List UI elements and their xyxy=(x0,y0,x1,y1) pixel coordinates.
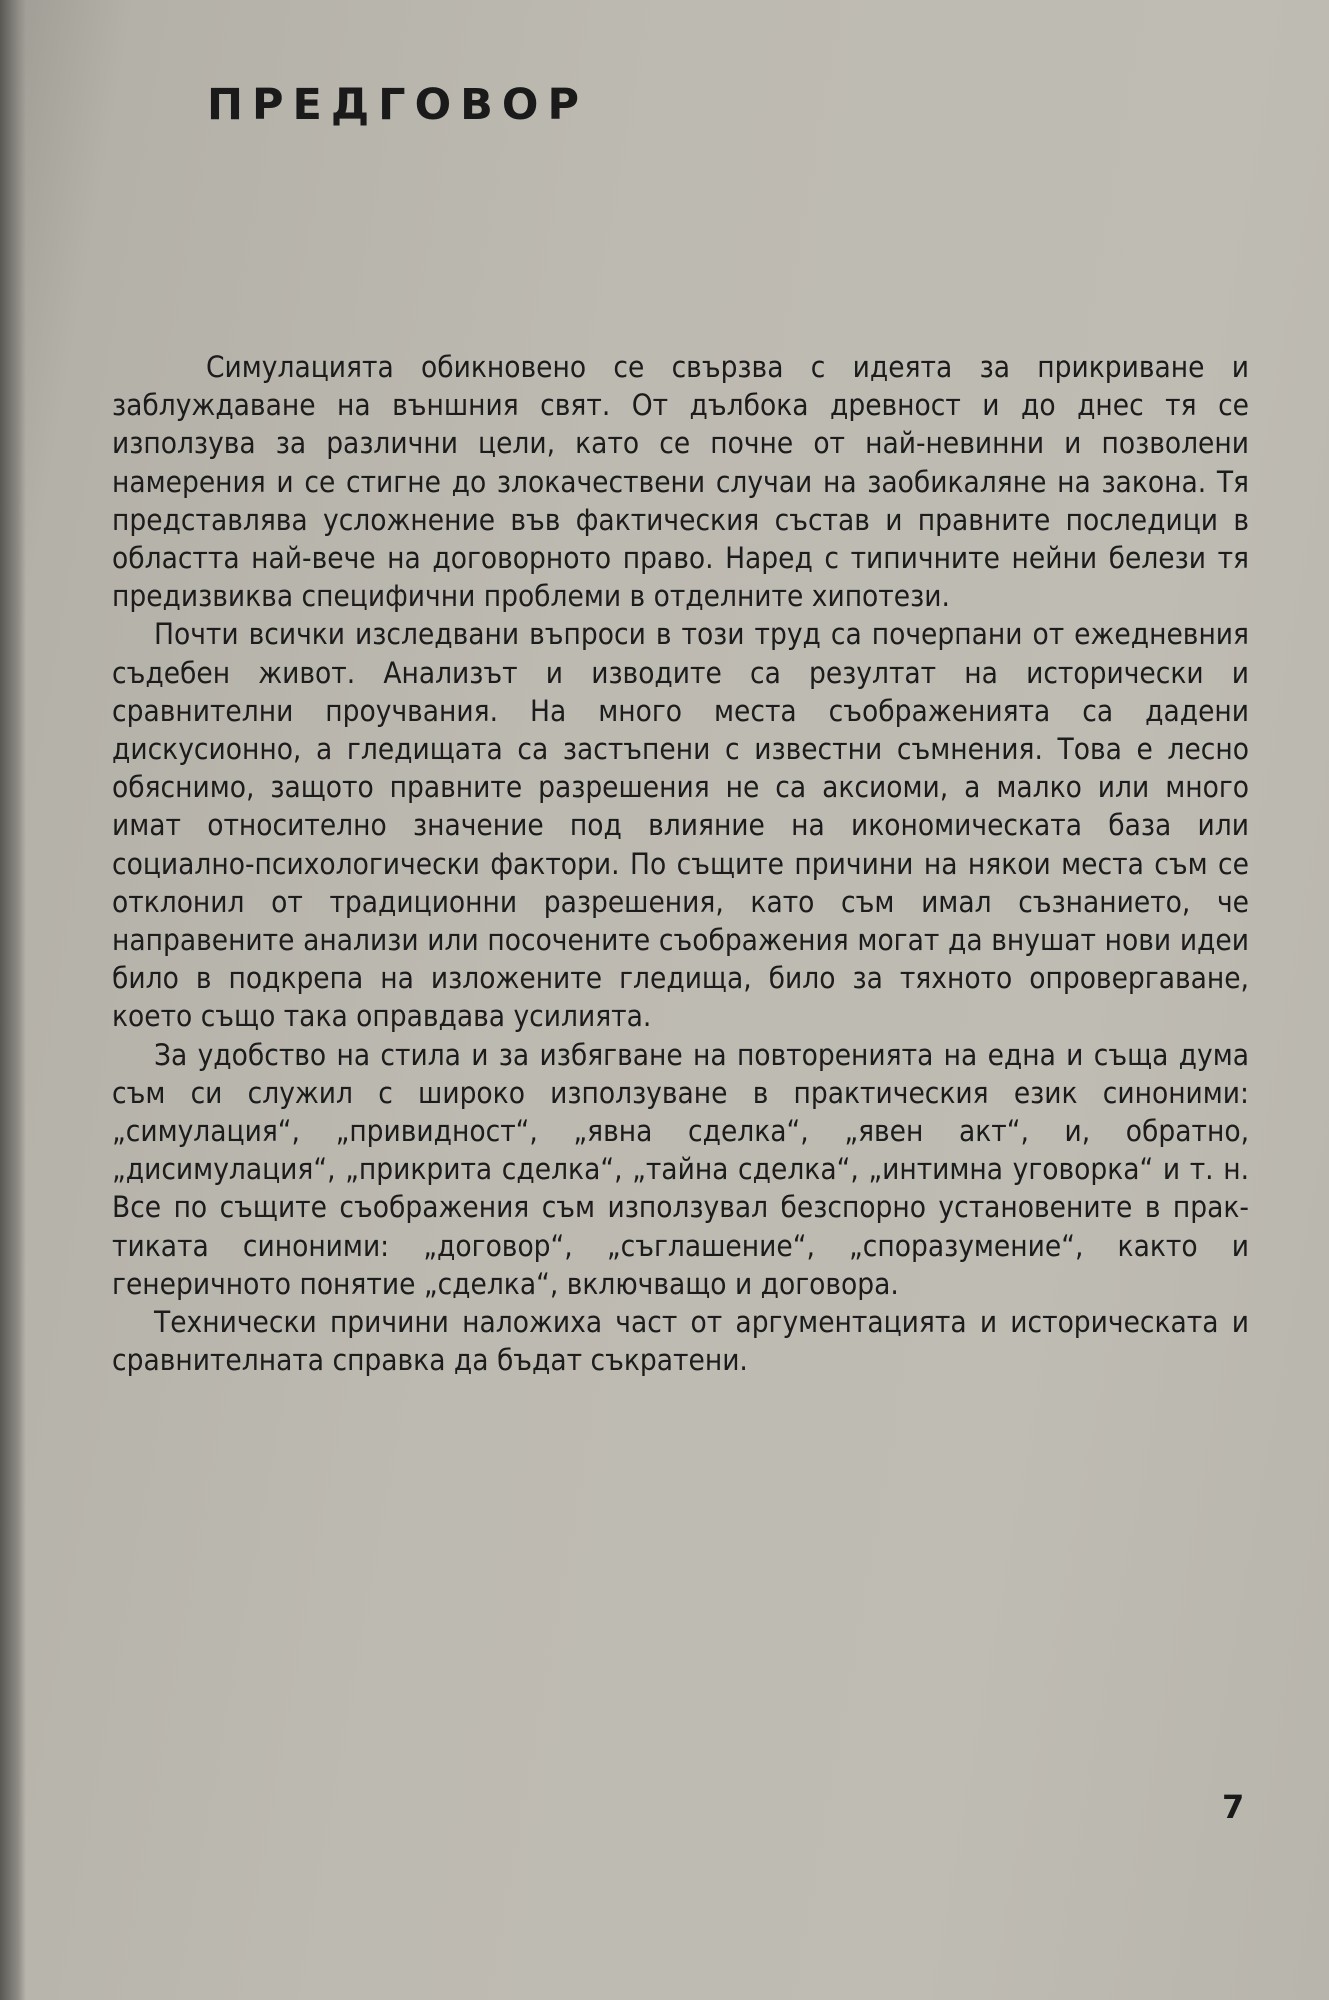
body-text xyxy=(112,348,1249,1379)
page-binding-shadow xyxy=(0,0,26,2000)
paragraph-1: Симулацията обикновено се свързва с идеята за прикриване и заблуждаване на външния свят. От дълбока древност и до днес тя се използува за различни цели, като се почне от най-невинни и позволени намерения и се стигне до злокачествени случаи на заобикаляне на закона. Тя представлява усложнение във фактическия състав и правните последици в областта най-вече на договорното право. Наред с типичните нейни белези тя предизвиква специфични проблеми в отделните хипотези. xyxy=(112,350,1249,614)
paragraph-2: Почти всички изследвани въпроси в този труд са почерпани от ежедневния съдебен живот. Анализът и изводите са резултат на исторически и сравнителни проучвания. На много места съображенията са дадени дискусионно, а гледищата са застъпени с известни съмнения. Това е лесно обяснимо, защото правните разрешения не са аксиоми, а малко или много имат относително значение под влияние на икономическата база или социално-психологически фактори. По същите причини на някои места съм се отклонил от традиционни разрешения, като съм имал съзнанието, че направените анализи или посочените съображения могат да внушат нови идеи било в подкрепа на изложените гледища, било за тяхното опровергаване, което също така оправдава усилията. xyxy=(112,617,1249,1034)
paragraph-4: Технически причини наложиха част от аргументацията и историческата и сравнителната справка да бъдат съкратени. xyxy=(112,1305,1249,1378)
paragraph-3: За удобство на стила и за избягване на повторенията на една и съща дума съм си служил с широко използуване в практическия език синоними: „симулация“, „привидност“, „явна сделка“, „явен акт“, и, обратно, „дисимулация“, „прикрита сделка“, „тайна сделка“, „интимна уговорка“ и т. н. Все по същите съображения съм използувал безспорно установените в практиката синоними: „договор“, „съглашение“, „споразумение“, както и генеричното понятие „сделка“, включващо и договора. xyxy=(112,1037,1249,1301)
page-heading: ПРЕДГОВОР xyxy=(207,80,588,130)
page-number: 7 xyxy=(1222,1788,1245,1826)
